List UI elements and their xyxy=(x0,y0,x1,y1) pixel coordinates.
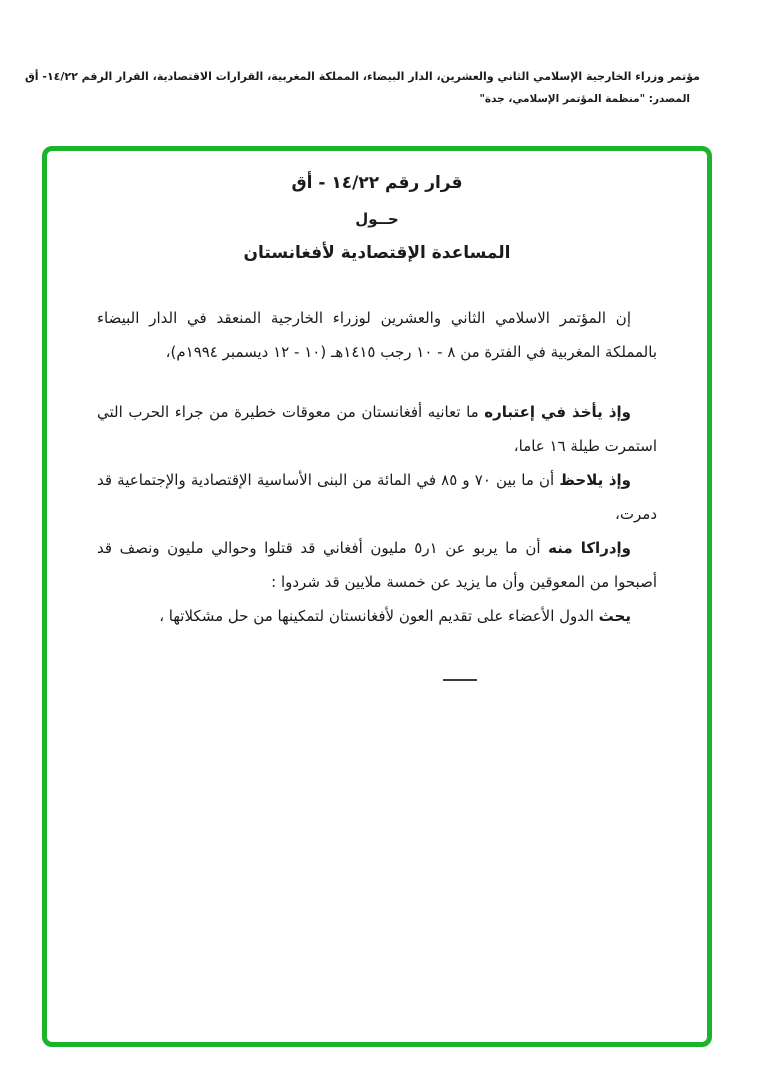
paragraph-noting xyxy=(97,463,657,531)
header-source: المصدر: "منظمة المؤتمر الإسلامي، جدة" xyxy=(479,93,690,105)
paragraph-text: أن ما بين ٧٠ و ٨٥ في المائة من البنى الأساسية الإقتصادية والإجتماعية قد دمرت، xyxy=(97,471,657,523)
paragraph-text: ما تعانيه أفغانستان من معوقات خطيرة من جراء الحرب التي استمرت طيلة ١٦ عاما، xyxy=(97,403,657,455)
paragraph-text: أن ما يربو عن ١ر٥ مليون أفغاني قد قتلوا وحوالي مليون ونصف قد أصبحوا من المعوقين وأن ما يزيد عن خمسة ملايين قد شردوا : xyxy=(97,539,657,591)
paragraph-text: إن المؤتمر الاسلامي الثاني والعشرين لوزراء الخارجية المنعقد في الدار البيضاء بالمملكة المغربية في الفترة من ٨ - ١٠ رجب ١٤١٥هـ (١٠ - ١٢ ديسمبر ١٩٩٤م)، xyxy=(97,309,657,361)
header-citation: مؤتمر وزراء الخارجية الإسلامي الثاني والعشرين، الدار البيضاء، المملكة المغربية، القرارات الاقتصادية، القرار الرقم ١٤/٢٢- أق xyxy=(24,70,700,83)
resolution-subject: المساعدة الإقتصادية لأفغانستان xyxy=(243,243,511,263)
paragraph-considering xyxy=(97,395,657,463)
paragraph-preamble xyxy=(97,301,657,369)
end-divider xyxy=(443,679,477,681)
paragraph-aware xyxy=(97,531,657,599)
resolution-number: قرار رقم ١٤/٢٢ - أق xyxy=(291,173,463,193)
resolution-about: حــول xyxy=(355,210,399,228)
document-header xyxy=(24,70,700,105)
resolution-box xyxy=(42,146,712,1047)
paragraph-lead: يحث xyxy=(598,607,631,625)
paragraph-lead: وإذ يلاحظ xyxy=(559,471,632,489)
resolution-title-block xyxy=(97,171,657,265)
paragraph-urges xyxy=(97,599,657,633)
paragraph-lead: وإدراكا منه xyxy=(548,539,631,557)
paragraph-lead: وإذ يأخذ في إعتباره xyxy=(484,403,631,421)
paragraph-text: الدول الأعضاء على تقديم العون لأفغانستان لتمكينها من حل مشكلاتها ، xyxy=(159,607,599,625)
